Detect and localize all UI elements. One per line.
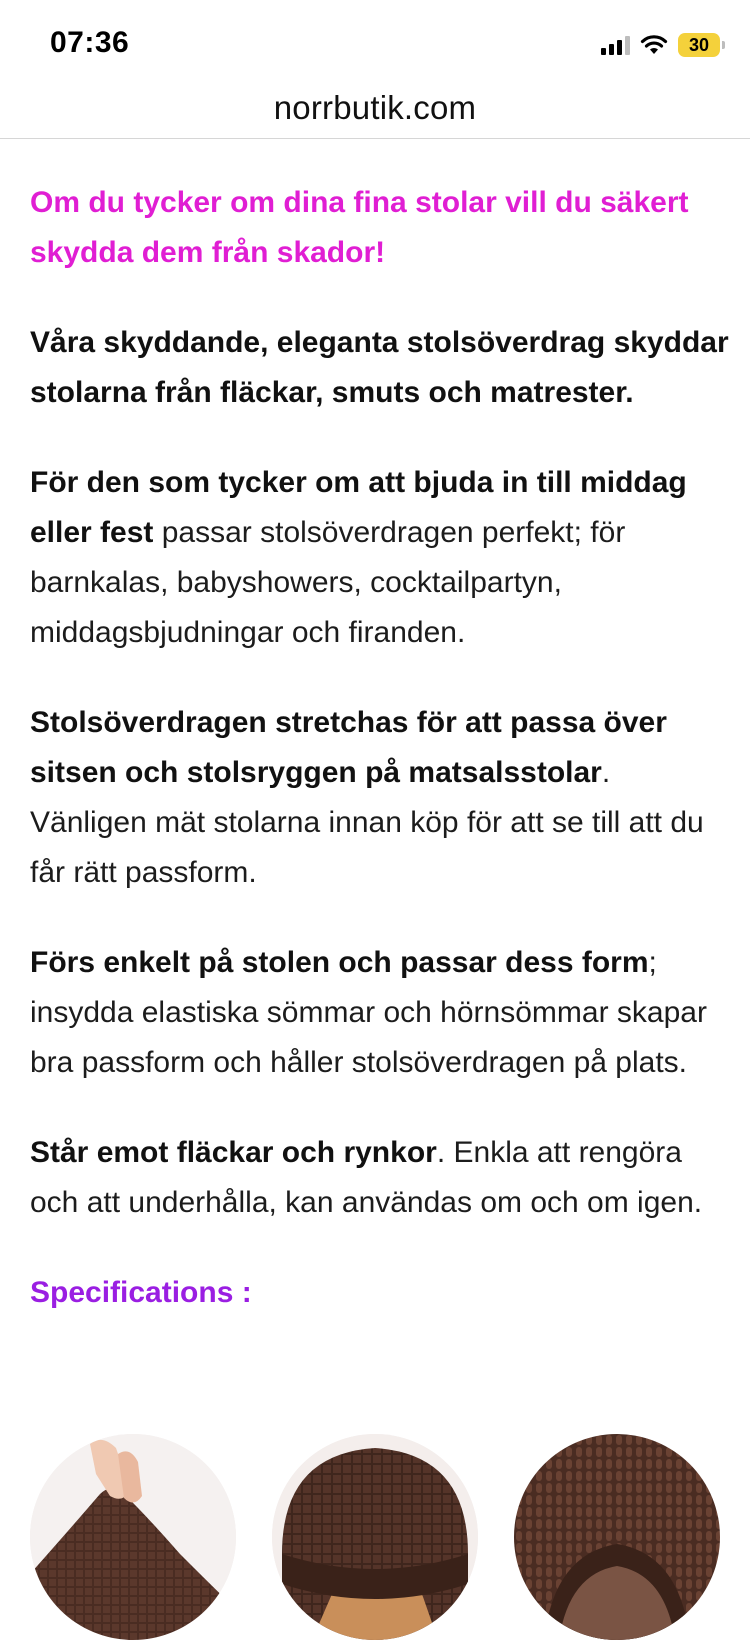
cellular-signal-icon — [601, 35, 630, 55]
wifi-icon — [640, 34, 668, 56]
status-time: 07:36 — [50, 26, 130, 59]
address-bar[interactable] — [0, 78, 750, 139]
product-photo-seat-cover[interactable] — [272, 1434, 478, 1640]
battery-level: 30 — [688, 34, 710, 55]
product-photo-stretch[interactable] — [30, 1434, 236, 1640]
paragraph-parties-text: passar stolsöverdragen perfekt; för barnkalas, babyshowers, cocktailpartyn, middagsbjudningar och firanden. — [30, 516, 626, 649]
paragraph-fit — [30, 938, 730, 1088]
battery-icon — [678, 33, 720, 57]
article-content — [30, 178, 730, 1318]
status-indicators — [601, 30, 720, 60]
paragraph-protective — [30, 318, 730, 418]
headline: Om du tycker om dina fina stolar vill du säkert skydda dem från skador! — [30, 186, 689, 269]
paragraph-stretch — [30, 698, 730, 898]
product-photo-elastic-underside[interactable] — [514, 1434, 720, 1640]
paragraph-stretch-bold: Stolsöverdragen stretchas för att passa över sitsen och stolsryggen på matsalsstolar — [30, 706, 667, 789]
paragraph-parties-bold: För den som tycker om att bjuda in till middag eller fest — [30, 466, 687, 549]
url-text[interactable]: norrbutik.com — [273, 89, 477, 126]
paragraph-stains-bold: Står emot fläckar och rynkor — [30, 1136, 437, 1169]
paragraph-parties — [30, 458, 730, 658]
paragraph-fit-bold: Förs enkelt på stolen och passar dess form — [30, 946, 649, 979]
paragraph-protective-bold: Våra skyddande, eleganta stolsöverdrag skyddar stolarna från fläckar, smuts och matrester. — [30, 326, 729, 409]
specifications-heading: Specifications : — [30, 1276, 252, 1309]
product-images-row — [30, 1434, 720, 1634]
paragraph-stains — [30, 1128, 730, 1228]
paragraph-stretch-text: . Vänligen mät stolarna innan köp för att se till att du får rätt passform. — [30, 756, 704, 889]
paragraph-stains-text: . Enkla att rengöra och att underhålla, kan användas om och om igen. — [30, 1136, 703, 1219]
paragraph-fit-text: ; insydda elastiska sömmar och hörnsömmar skapar bra passform och håller stolsöverdragen på plats. — [30, 946, 707, 1079]
